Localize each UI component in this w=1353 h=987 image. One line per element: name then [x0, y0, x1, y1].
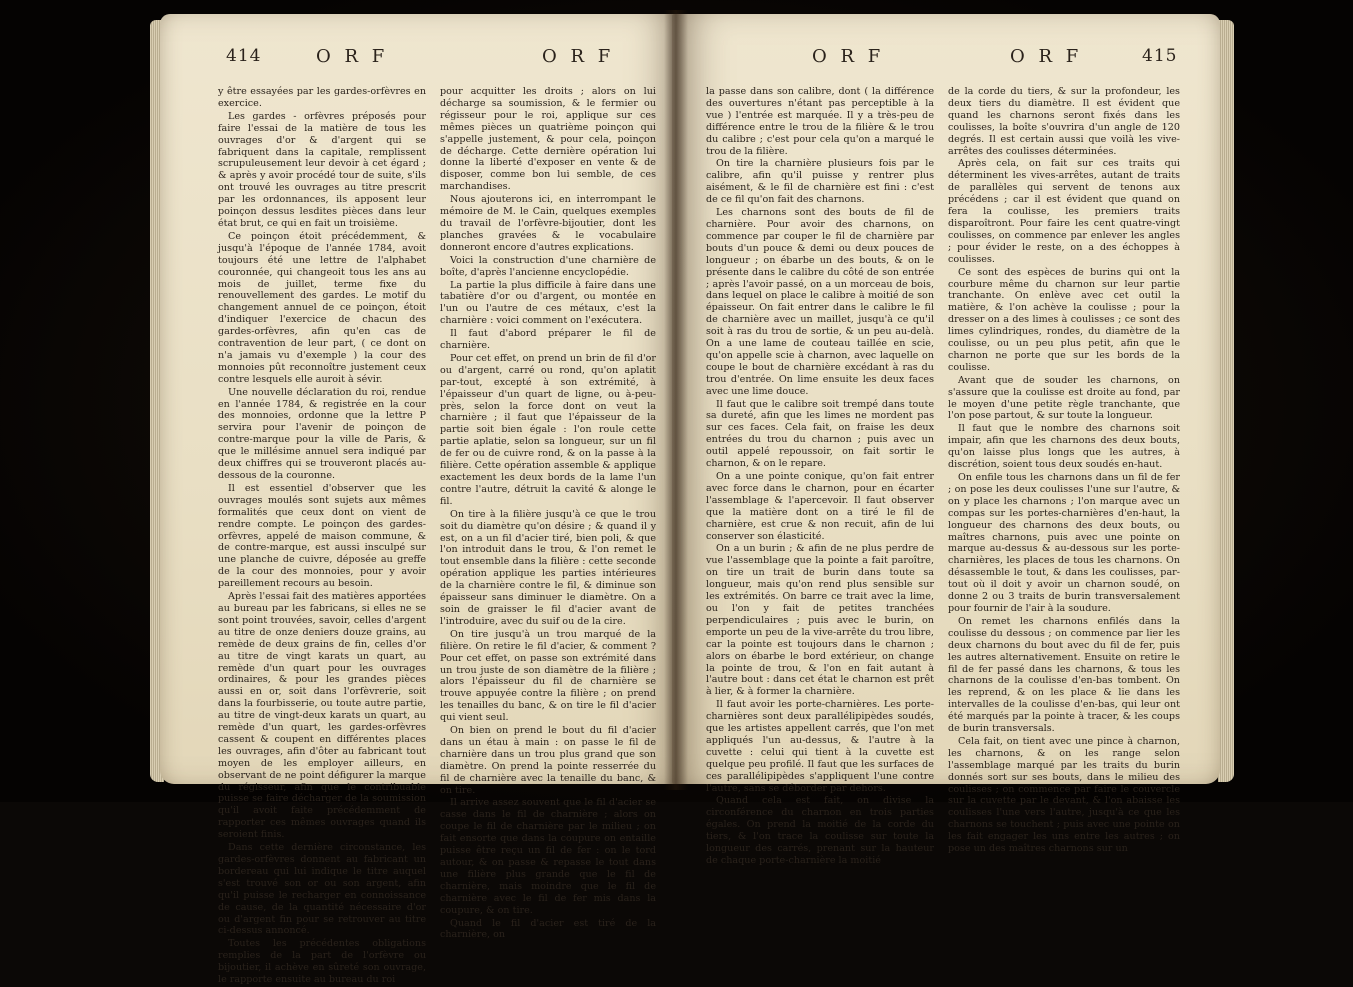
paragraph: Les gardes - orfèvres préposés pour faire l'essai de la matière de tous les ouvrages d'or & d'argent qui se fabriquent dans la capitale, remplissent scrupuleusement leur devoir à cet égard ; & après y avoir procédé tour de suite, s'ils ont trouvé les ouvrages au titre prescrit par les ordonnances, ils apposent leur poinçon dessus lesdites pièces dans leur état brut, ce qui en fait un troisième. [218, 110, 426, 229]
paragraph: On remet les charnons enfilés dans la coulisse du dessous ; on commence par lier les deux charnons du bout avec du fil de fer, puis les autres alternativement. Ensuite on retire le fil de fer passé dans les charnons, & tous les charnons de la coulisse d'en-bas tombent. On les reprend, & on les place & lie dans les intervalles de la coulisse d'en-bas, qui leur ont été marqués par la pointe à tracer, & les coups de burin transversals. [948, 615, 1180, 735]
left-running-head: O R F [316, 46, 389, 67]
paragraph: Il faut avoir les porte-charnières. Les porte-charnières sont deux parallélipipèdes soudés, que les artistes appellent carrés, que l'on met appliqués l'un au-dessus, & l'autre à la cuvette : celui qui tient à la cuvette est quelque peu profilé. Il faut que les surfaces de ces parallélipipèdes s'appliquent l'une contre l'autre, sans se déborder par dehors. [706, 699, 934, 794]
paragraph: Une nouvelle déclaration du roi, rendue en l'année 1784, & registrée en la cour des monnoies, ordonne que la lettre P servira pour l'avenir de poinçon de contre-marque pour la ville de Paris, & que le millésime annuel sera indiqué par deux chiffres qui se trouveront placés au-dessous de la couronne. [218, 386, 426, 481]
left-running-head-col2: O R F [542, 46, 615, 67]
paragraph: Ce poinçon étoit précédemment, & jusqu'à l'époque de l'année 1784, avoit toujours été une lettre de l'alphabet couronnée, qui changeoit tous les ans au mois de juillet, terme fixe du renouvellement des gardes. Le motif du changement annuel de ce poinçon, étoit d'indiquer l'exercice de chacun des gardes-orfèvres, afin qu'en cas de contravention de leur part, ( ce dont on n'a jamais vu d'exemple ) la cour des monnoies pût reconnoître justement ceux contre lesquels elle auroit à sévir. [218, 230, 426, 385]
left-page-header [160, 46, 680, 72]
left-column-1 [218, 86, 426, 987]
paragraph: On a un burin ; & afin de ne plus perdre de vue l'assemblage que la pointe a fait paroître, on tire un trait de burin dans toute sa longueur, mais qu'on rend plus sensible sur les extrémités. On barre ce trait avec la lime, ou l'on y fait de petites tranchées perpendiculaires ; puis avec le burin, on emporte un peu de la vive-arrête du trou libre, car la pointe est toujours dans le charnon ; alors on ébarbe le bord extérieur, on change la pointe de trou, & l'on en fait autant à l'autre bout : dans cet état le charnon est prêt à lier, & à former la charnière. [706, 543, 934, 698]
paragraph: Il faut que le calibre soit trempé dans toute sa dureté, afin que les limes ne mordent pas sur ces faces. Cela fait, on fraise les deux entrées du trou du charnon ; puis avec un outil appelé repoussoir, on fait sortir le charnon, & on le repare. [706, 398, 934, 470]
paragraph: de la corde du tiers, & sur la profondeur, les deux tiers du diamètre. Il est évident que quand les charnons seront fixés dans les coulisses, la boîte s'ouvrira d'un angle de 120 degrés. Il est certain aussi que voilà les vive-arrêtes des coulisses déterminées. [948, 86, 1180, 157]
paragraph: pour acquitter les droits ; alors on lui décharge sa soumission, & le fermier ou régisseur pour le roi, applique sur ces mêmes pièces un quatrième poinçon qui s'appelle justement, & pour cela, poinçon de décharge. Cette dernière opération lui donne la liberté d'exposer en vente & de disposer, comme bon lui semble, de ces marchandises. [440, 86, 656, 193]
paragraph: Après l'essai fait des matières apportées au bureau par les fabricans, si elles ne se sont point trouvées, savoir, celles d'argent au titre de onze deniers douze grains, au remède de deux grains de fin, celles d'or au titre de vingt karats un quart, au remède d'un quart pour les ouvrages ordinaires, & pour les grandes pièces aussi en or, soit dans l'orfèvrerie, soit dans la fourbisserie, ou toute autre partie, au titre de vingt-deux karats un quart, au remède d'un quart, les gardes-orfèvres cassent & coupent en différentes places les ouvrages, afin d'ôter au fabricant tout moyen de les employer ailleurs, en observant de ne point défigurer la marque du régisseur, afin que le contribuable puisse se faire décharger de la soumission qu'il avoit faite précédemment de rapporter ces mêmes ouvrages quand ils seroient finis. [218, 591, 426, 841]
paragraph: Il arrive assez souvent que le fil d'acier se casse dans le fil de charnière ; alors on coupe le fil de charnière par le milieu ; on fait ensorte que dans la coupure on entaille puisse être reçu un fil de fer : on le tord autour, & on passe & repasse le tout dans une filière plus grande que le fil de charnière, mais moindre que le fil de charnière avec le fil de fer mis dans la coupure, & on tire. [440, 797, 656, 916]
paragraph: On tire jusqu'à un trou marqué de la filière. On retire le fil d'acier, & comment ? Pour cet effet, on passe son extrémité dans un trou juste de son diamètre de la filière ; alors l'épaisseur du fil de charnière se trouve appuyée contre la filière ; on prend les tenailles du banc, & on tire le fil d'acier qui vient seul. [440, 628, 656, 724]
paragraph: Nous ajouterons ici, en interrompant le mémoire de M. le Cain, quelques exemples du travail de l'orfèvre-bijoutier, dont les planches gravées & le vocabulaire donneront encore d'autres explications. [440, 194, 656, 253]
paragraph: Il est essentiel d'observer que les ouvrages moulés sont sujets aux mêmes formalités que ceux dont on vient de rendre compte. Le poinçon des gardes-orfèvres, appelé de maison commune, & de contre-marque, est aussi insculpé sur une planche de cuivre, déposée au greffe de la cour des monnoies, pour y avoir pareillement recours au besoin. [218, 482, 426, 590]
right-column-1 [706, 86, 934, 868]
right-page [672, 14, 1220, 866]
paragraph: Quand le fil d'acier est tiré de la charnière, on [440, 917, 656, 941]
paragraph: On tire la charnière plusieurs fois par le calibre, afin qu'il puisse y rentrer plus aisément, & le fil de charnière est fini : c'est de ce fil qu'on fait des charnons. [706, 158, 934, 206]
right-page-header [672, 46, 1220, 72]
paragraph: On a une pointe conique, qu'on fait entrer avec force dans le charnon, pour en écarter l'assemblage & l'apercevoir. Il faut observer que la matière dont on a tiré le fil de charnière, est crue & non recuit, afin de lui conserver son élasticité. [706, 471, 934, 542]
paragraph: Toutes les précédentes obligations remplies de la part de l'orfèvre ou bijoutier, il achève en sûreté son ouvrage, le rapporte ensuite au bureau du roi [218, 938, 426, 986]
paragraph: Avant que de souder les charnons, on s'assure que la coulisse est droite au fond, par le moyen d'une petite règle tranchante, que l'on pose partout, & sur toute la longueur. [948, 374, 1180, 422]
paragraph: Voici la construction d'une charnière de boîte, d'après l'ancienne encyclopédie. [440, 254, 656, 278]
paragraph: la passe dans son calibre, dont ( la différence des ouvertures n'étant pas perceptible à la vue ) l'entrée est marquée. Il y a très-peu de différence entre le trou de la filière & le trou du calibre ; c'est pour cela qu'on a marqué le trou de la filière. [706, 86, 934, 157]
paragraph: Après cela, on fait sur ces traits qui déterminent les vives-arrêtes, autant de traits de parallèles qui servent de tenons aux précédens ; car il est évident que quand on fera la coulisse, les premiers traits disparoîtront. Pour faire les cent quatre-vingt coulisses, on commence par enlever les angles ; pour évider le reste, on a des échoppes à coulisses. [948, 158, 1180, 265]
right-column-2 [948, 86, 1180, 856]
right-running-head-left: O R F [812, 46, 885, 67]
paragraph: Les charnons sont des bouts de fil de charnière. Pour avoir des charnons, on commence par couper le fil de charnière par bouts d'un pouce & demi ou deux pouces de longueur ; on ébarbe un des bouts, & on le présente dans le calibre du côté de son entrée ; après l'avoir passé, on a un morceau de bois, dans lequel on place le calibre à moitié de son épaisseur. On fait entrer dans le calibre le fil de charnière avec un maillet, jusqu'à ce qu'il soit à ras du trou de sortie, & un peu au-delà. On a une lame de couteau taillée en scie, qu'on appelle scie à charnon, avec laquelle on coupe le bout de charnière excédant à ras du trou d'entrée. On lime ensuite les deux faces avec une lime douce. [706, 207, 934, 397]
paragraph: Il faut que le nombre des charnons soit impair, afin que les charnons des deux bouts, qu'on laisse plus longs que les autres, à discrétion, soient tous deux soudés en-haut. [948, 423, 1180, 471]
paragraph: Quand cela est fait, on divise la circonférence du charnon en trois parties égales. On prend la moitié de la corde du tiers, & l'on trace la coulisse sur toute la longueur des carrés, prenant sur la hauteur de chaque porte-charnière la moitié [706, 795, 934, 866]
right-running-head: O R F [1010, 46, 1083, 67]
paragraph: Ce sont des espèces de burins qui ont la courbure même du charnon sur leur partie tranchante. On enlève avec cet outil la matière, & l'on achève la coulisse ; pour la dresser on a des limes à coulisses ; ce sont des limes cylindriques, rondes, du diamètre de la coulisse, ou un peu plus petit, afin que le charnon ne porte que sur les bords de la coulisse. [948, 266, 1180, 373]
left-page [160, 14, 680, 986]
paragraph: On enfile tous les charnons dans un fil de fer ; on pose les deux coulisses l'une sur l'autre, & on y place les charnons ; l'on marque avec un compas sur les portes-charnières d'en-haut, la longueur des charnons des deux bouts, ou maîtres charnons, puis avec une pointe on marque au-dessus & au-dessous sur les porte-charnières, les places de tous les charnons. On désassemble le tout, & dans les coulisses, par-tout où il doit y avoir un charnon soudé, on donne 2 ou 3 traits de burin transversalement pour fournir de l'air à la soudure. [948, 472, 1180, 614]
right-page-number: 415 [1142, 46, 1178, 66]
paragraph: On bien on prend le bout du fil d'acier dans un étau à main : on passe le fil de charnière dans un trou plus grand que son diamètre. On prend la pointe resserrée du fil de charnière avec la tenaille du banc, & on tire. [440, 725, 656, 796]
paragraph: Cela fait, on tient avec une pince à charnon, les charnons, & on les range selon l'assemblage marqué par les traits du burin donnés sort sur ses bouts, dans le milieu des coulisses ; on commence par faire le couvercle sur la cuvette par le devant, & l'on abaisse les coulisses l'une vers l'autre, jusqu'à ce que les charnons se touchent ; puis avec une pointe on les fait engager les uns entre les autres ; on pose un des maîtres charnons sur un [948, 735, 1180, 855]
paragraph: Pour cet effet, on prend un brin de fil d'or ou d'argent, carré ou rond, qu'on aplatit par-tout, excepté à son extrémité, à l'épaisseur d'un quart de ligne, ou à-peu-près, selon la force dont on veut la charnière ; il faut que l'épaisseur de la partie soit bien égale : l'on roule cette partie aplatie, selon sa longueur, sur un fil de fer ou de cuivre rond, & on la passe à la filière. Cette opération assemble & applique exactement les deux bords de la lame l'un contre l'autre, détruit la cavité & alonge le fil. [440, 352, 656, 507]
page-edges-right [1218, 20, 1234, 782]
left-column-2 [440, 86, 656, 942]
left-page-number: 414 [226, 46, 262, 66]
paragraph: Il faut d'abord préparer le fil de charnière. [440, 328, 656, 352]
paragraph: Dans cette dernière circonstance, les gardes-orfèvres donnent au fabricant un bordereau qui lui indique le titre auquel s'est trouvé son or ou son argent, afin qu'il puisse le recharger en connoissance de cause, de la quantité nécessaire d'or ou d'argent fin pour se retrouver au titre ci-dessus annoncé. [218, 842, 426, 937]
paragraph: On tire à la filière jusqu'à ce que le trou soit du diamètre qu'on désire ; & quand il y est, on a un fil d'acier tiré, bien poli, & que l'on introduit dans le trou, & l'on remet le tout ensemble dans la filière : cette seconde opération applique les parties intérieures de la charnière contre le fil, & diminue son épaisseur sans diminuer le diamètre. On a soin de graisser le fil d'acier avant de l'introduire, avec du suif ou de la cire. [440, 508, 656, 627]
book-gutter [664, 10, 688, 790]
paragraph: y être essayées par les gardes-orfèvres en exercice. [218, 86, 426, 109]
paragraph: La partie la plus difficile à faire dans une tabatière d'or ou d'argent, ou montée en l'un ou l'autre de ces métaux, c'est la charnière : voici comment on l'exécutera. [440, 279, 656, 327]
